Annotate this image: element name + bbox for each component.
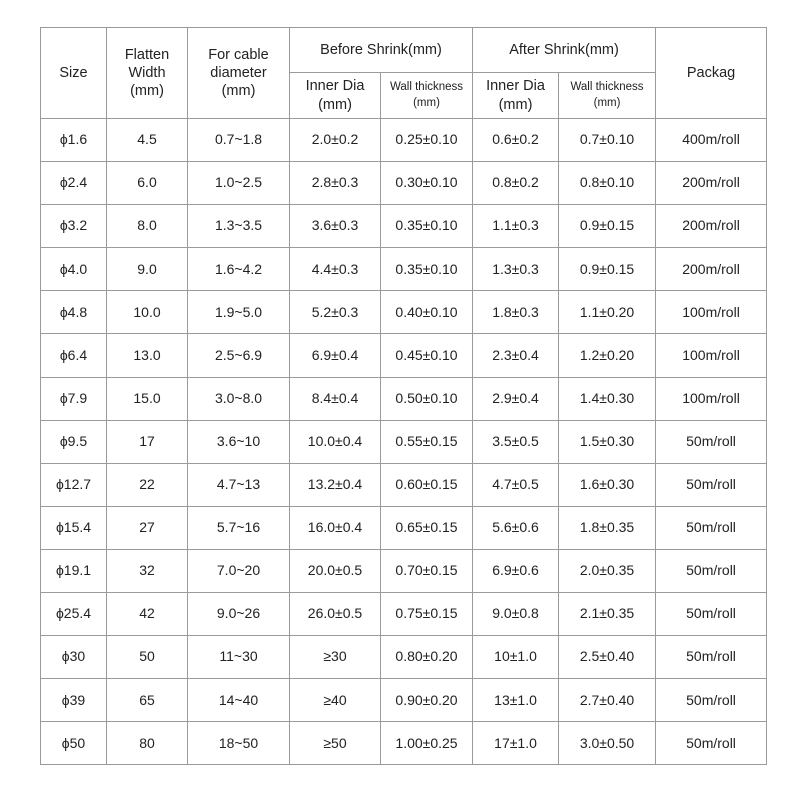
cell-size: ϕ12.7 [41,463,107,506]
cell-after-inner-dia: 1.3±0.3 [473,248,559,291]
cell-cable-diameter: 0.7~1.8 [188,119,290,162]
cell-cable-diameter: 9.0~26 [188,593,290,636]
cell-after-inner-dia: 1.8±0.3 [473,291,559,334]
header-after-wall-thickness: Wall thickness (mm) [559,73,656,119]
cell-size: ϕ1.6 [41,119,107,162]
cell-cable-diameter: 2.5~6.9 [188,334,290,377]
cell-after-inner-dia: 13±1.0 [473,679,559,722]
table-row [41,463,767,506]
cell-package: 50m/roll [656,549,767,592]
cell-flatten-width: 50 [107,636,188,679]
table-row [41,291,767,334]
cell-before-wall-thickness: 0.45±0.10 [381,334,473,377]
cell-before-inner-dia: 3.6±0.3 [290,205,381,248]
cell-package: 200m/roll [656,162,767,205]
cell-before-wall-thickness: 0.60±0.15 [381,463,473,506]
cell-before-wall-thickness: 0.90±0.20 [381,679,473,722]
cell-before-inner-dia: 6.9±0.4 [290,334,381,377]
cell-before-inner-dia: 2.8±0.3 [290,162,381,205]
cell-flatten-width: 22 [107,463,188,506]
cell-flatten-width: 17 [107,420,188,463]
cell-size: ϕ4.0 [41,248,107,291]
cell-after-inner-dia: 10±1.0 [473,636,559,679]
cell-after-wall-thickness: 1.6±0.30 [559,463,656,506]
cell-before-inner-dia: ≥30 [290,636,381,679]
cell-before-inner-dia: 8.4±0.4 [290,377,381,420]
table-row [41,636,767,679]
cell-size: ϕ7.9 [41,377,107,420]
cell-after-wall-thickness: 1.2±0.20 [559,334,656,377]
cell-package: 50m/roll [656,506,767,549]
cell-size: ϕ4.8 [41,291,107,334]
cell-cable-diameter: 3.0~8.0 [188,377,290,420]
cell-after-inner-dia: 2.9±0.4 [473,377,559,420]
cell-before-inner-dia: ≥40 [290,679,381,722]
cell-flatten-width: 65 [107,679,188,722]
cell-after-wall-thickness: 1.1±0.20 [559,291,656,334]
table-row [41,722,767,765]
cell-package: 50m/roll [656,420,767,463]
table-row [41,593,767,636]
cell-before-wall-thickness: 0.65±0.15 [381,506,473,549]
table-row [41,205,767,248]
cell-before-wall-thickness: 0.55±0.15 [381,420,473,463]
cell-before-wall-thickness: 0.30±0.10 [381,162,473,205]
cell-size: ϕ19.1 [41,549,107,592]
cell-cable-diameter: 4.7~13 [188,463,290,506]
cell-before-inner-dia: 4.4±0.3 [290,248,381,291]
cell-before-wall-thickness: 0.40±0.10 [381,291,473,334]
cell-package: 100m/roll [656,291,767,334]
header-before-shrink: Before Shrink(mm) [290,28,473,73]
cell-before-wall-thickness: 0.75±0.15 [381,593,473,636]
cell-size: ϕ30 [41,636,107,679]
cell-package: 200m/roll [656,248,767,291]
cell-flatten-width: 13.0 [107,334,188,377]
cell-after-wall-thickness: 0.8±0.10 [559,162,656,205]
cell-after-wall-thickness: 0.7±0.10 [559,119,656,162]
cell-package: 100m/roll [656,334,767,377]
cell-after-wall-thickness: 2.7±0.40 [559,679,656,722]
table-row [41,334,767,377]
cell-after-wall-thickness: 0.9±0.15 [559,205,656,248]
cell-size: ϕ2.4 [41,162,107,205]
cell-before-inner-dia: 16.0±0.4 [290,506,381,549]
cell-before-inner-dia: 26.0±0.5 [290,593,381,636]
cell-before-wall-thickness: 0.35±0.10 [381,248,473,291]
cell-after-inner-dia: 17±1.0 [473,722,559,765]
cell-package: 50m/roll [656,593,767,636]
header-cable-diameter: For cable diameter (mm) [188,28,290,119]
cell-cable-diameter: 3.6~10 [188,420,290,463]
header-flatten-width: Flatten Width (mm) [107,28,188,119]
cell-before-inner-dia: ≥50 [290,722,381,765]
cell-before-wall-thickness: 0.50±0.10 [381,377,473,420]
cell-size: ϕ3.2 [41,205,107,248]
cell-size: ϕ39 [41,679,107,722]
header-before-wall-thickness: Wall thickness (mm) [381,73,473,119]
cell-package: 200m/roll [656,205,767,248]
header-size: Size [41,28,107,119]
table-body [41,119,767,765]
spec-table [40,27,767,765]
cell-flatten-width: 27 [107,506,188,549]
table-row [41,549,767,592]
cell-after-wall-thickness: 1.5±0.30 [559,420,656,463]
cell-after-wall-thickness: 1.4±0.30 [559,377,656,420]
cell-cable-diameter: 5.7~16 [188,506,290,549]
cell-flatten-width: 32 [107,549,188,592]
cell-after-inner-dia: 1.1±0.3 [473,205,559,248]
cell-after-wall-thickness: 2.1±0.35 [559,593,656,636]
cell-cable-diameter: 11~30 [188,636,290,679]
header-before-inner-dia: Inner Dia (mm) [290,73,381,119]
cell-after-inner-dia: 2.3±0.4 [473,334,559,377]
table-row [41,679,767,722]
cell-before-inner-dia: 13.2±0.4 [290,463,381,506]
table-row [41,162,767,205]
cell-after-wall-thickness: 1.8±0.35 [559,506,656,549]
cell-after-wall-thickness: 0.9±0.15 [559,248,656,291]
cell-package: 50m/roll [656,722,767,765]
cell-cable-diameter: 7.0~20 [188,549,290,592]
cell-after-inner-dia: 9.0±0.8 [473,593,559,636]
cell-flatten-width: 80 [107,722,188,765]
header-after-inner-dia: Inner Dia (mm) [473,73,559,119]
table-row [41,377,767,420]
cell-cable-diameter: 1.9~5.0 [188,291,290,334]
cell-before-inner-dia: 10.0±0.4 [290,420,381,463]
cell-flatten-width: 10.0 [107,291,188,334]
cell-size: ϕ15.4 [41,506,107,549]
cell-package: 400m/roll [656,119,767,162]
cell-after-wall-thickness: 2.5±0.40 [559,636,656,679]
cell-size: ϕ50 [41,722,107,765]
cell-package: 50m/roll [656,636,767,679]
table-row [41,248,767,291]
cell-after-inner-dia: 4.7±0.5 [473,463,559,506]
cell-before-inner-dia: 2.0±0.2 [290,119,381,162]
cell-after-inner-dia: 3.5±0.5 [473,420,559,463]
cell-before-wall-thickness: 0.35±0.10 [381,205,473,248]
cell-cable-diameter: 14~40 [188,679,290,722]
cell-flatten-width: 6.0 [107,162,188,205]
cell-package: 50m/roll [656,679,767,722]
table-row [41,420,767,463]
table-header [41,28,767,119]
cell-after-inner-dia: 0.6±0.2 [473,119,559,162]
cell-after-wall-thickness: 2.0±0.35 [559,549,656,592]
header-package: Packag [656,28,767,119]
cell-before-wall-thickness: 0.80±0.20 [381,636,473,679]
table-row [41,119,767,162]
cell-flatten-width: 8.0 [107,205,188,248]
cell-before-wall-thickness: 0.70±0.15 [381,549,473,592]
cell-after-inner-dia: 0.8±0.2 [473,162,559,205]
cell-before-inner-dia: 20.0±0.5 [290,549,381,592]
cell-size: ϕ9.5 [41,420,107,463]
cell-after-inner-dia: 5.6±0.6 [473,506,559,549]
cell-cable-diameter: 1.6~4.2 [188,248,290,291]
cell-before-inner-dia: 5.2±0.3 [290,291,381,334]
cell-flatten-width: 42 [107,593,188,636]
cell-after-wall-thickness: 3.0±0.50 [559,722,656,765]
cell-flatten-width: 15.0 [107,377,188,420]
cell-cable-diameter: 1.0~2.5 [188,162,290,205]
cell-before-wall-thickness: 0.25±0.10 [381,119,473,162]
cell-cable-diameter: 18~50 [188,722,290,765]
cell-package: 50m/roll [656,463,767,506]
cell-after-inner-dia: 6.9±0.6 [473,549,559,592]
table-row [41,506,767,549]
cell-size: ϕ25.4 [41,593,107,636]
cell-size: ϕ6.4 [41,334,107,377]
cell-package: 100m/roll [656,377,767,420]
cell-flatten-width: 4.5 [107,119,188,162]
cell-before-wall-thickness: 1.00±0.25 [381,722,473,765]
header-after-shrink: After Shrink(mm) [473,28,656,73]
cell-flatten-width: 9.0 [107,248,188,291]
cell-cable-diameter: 1.3~3.5 [188,205,290,248]
